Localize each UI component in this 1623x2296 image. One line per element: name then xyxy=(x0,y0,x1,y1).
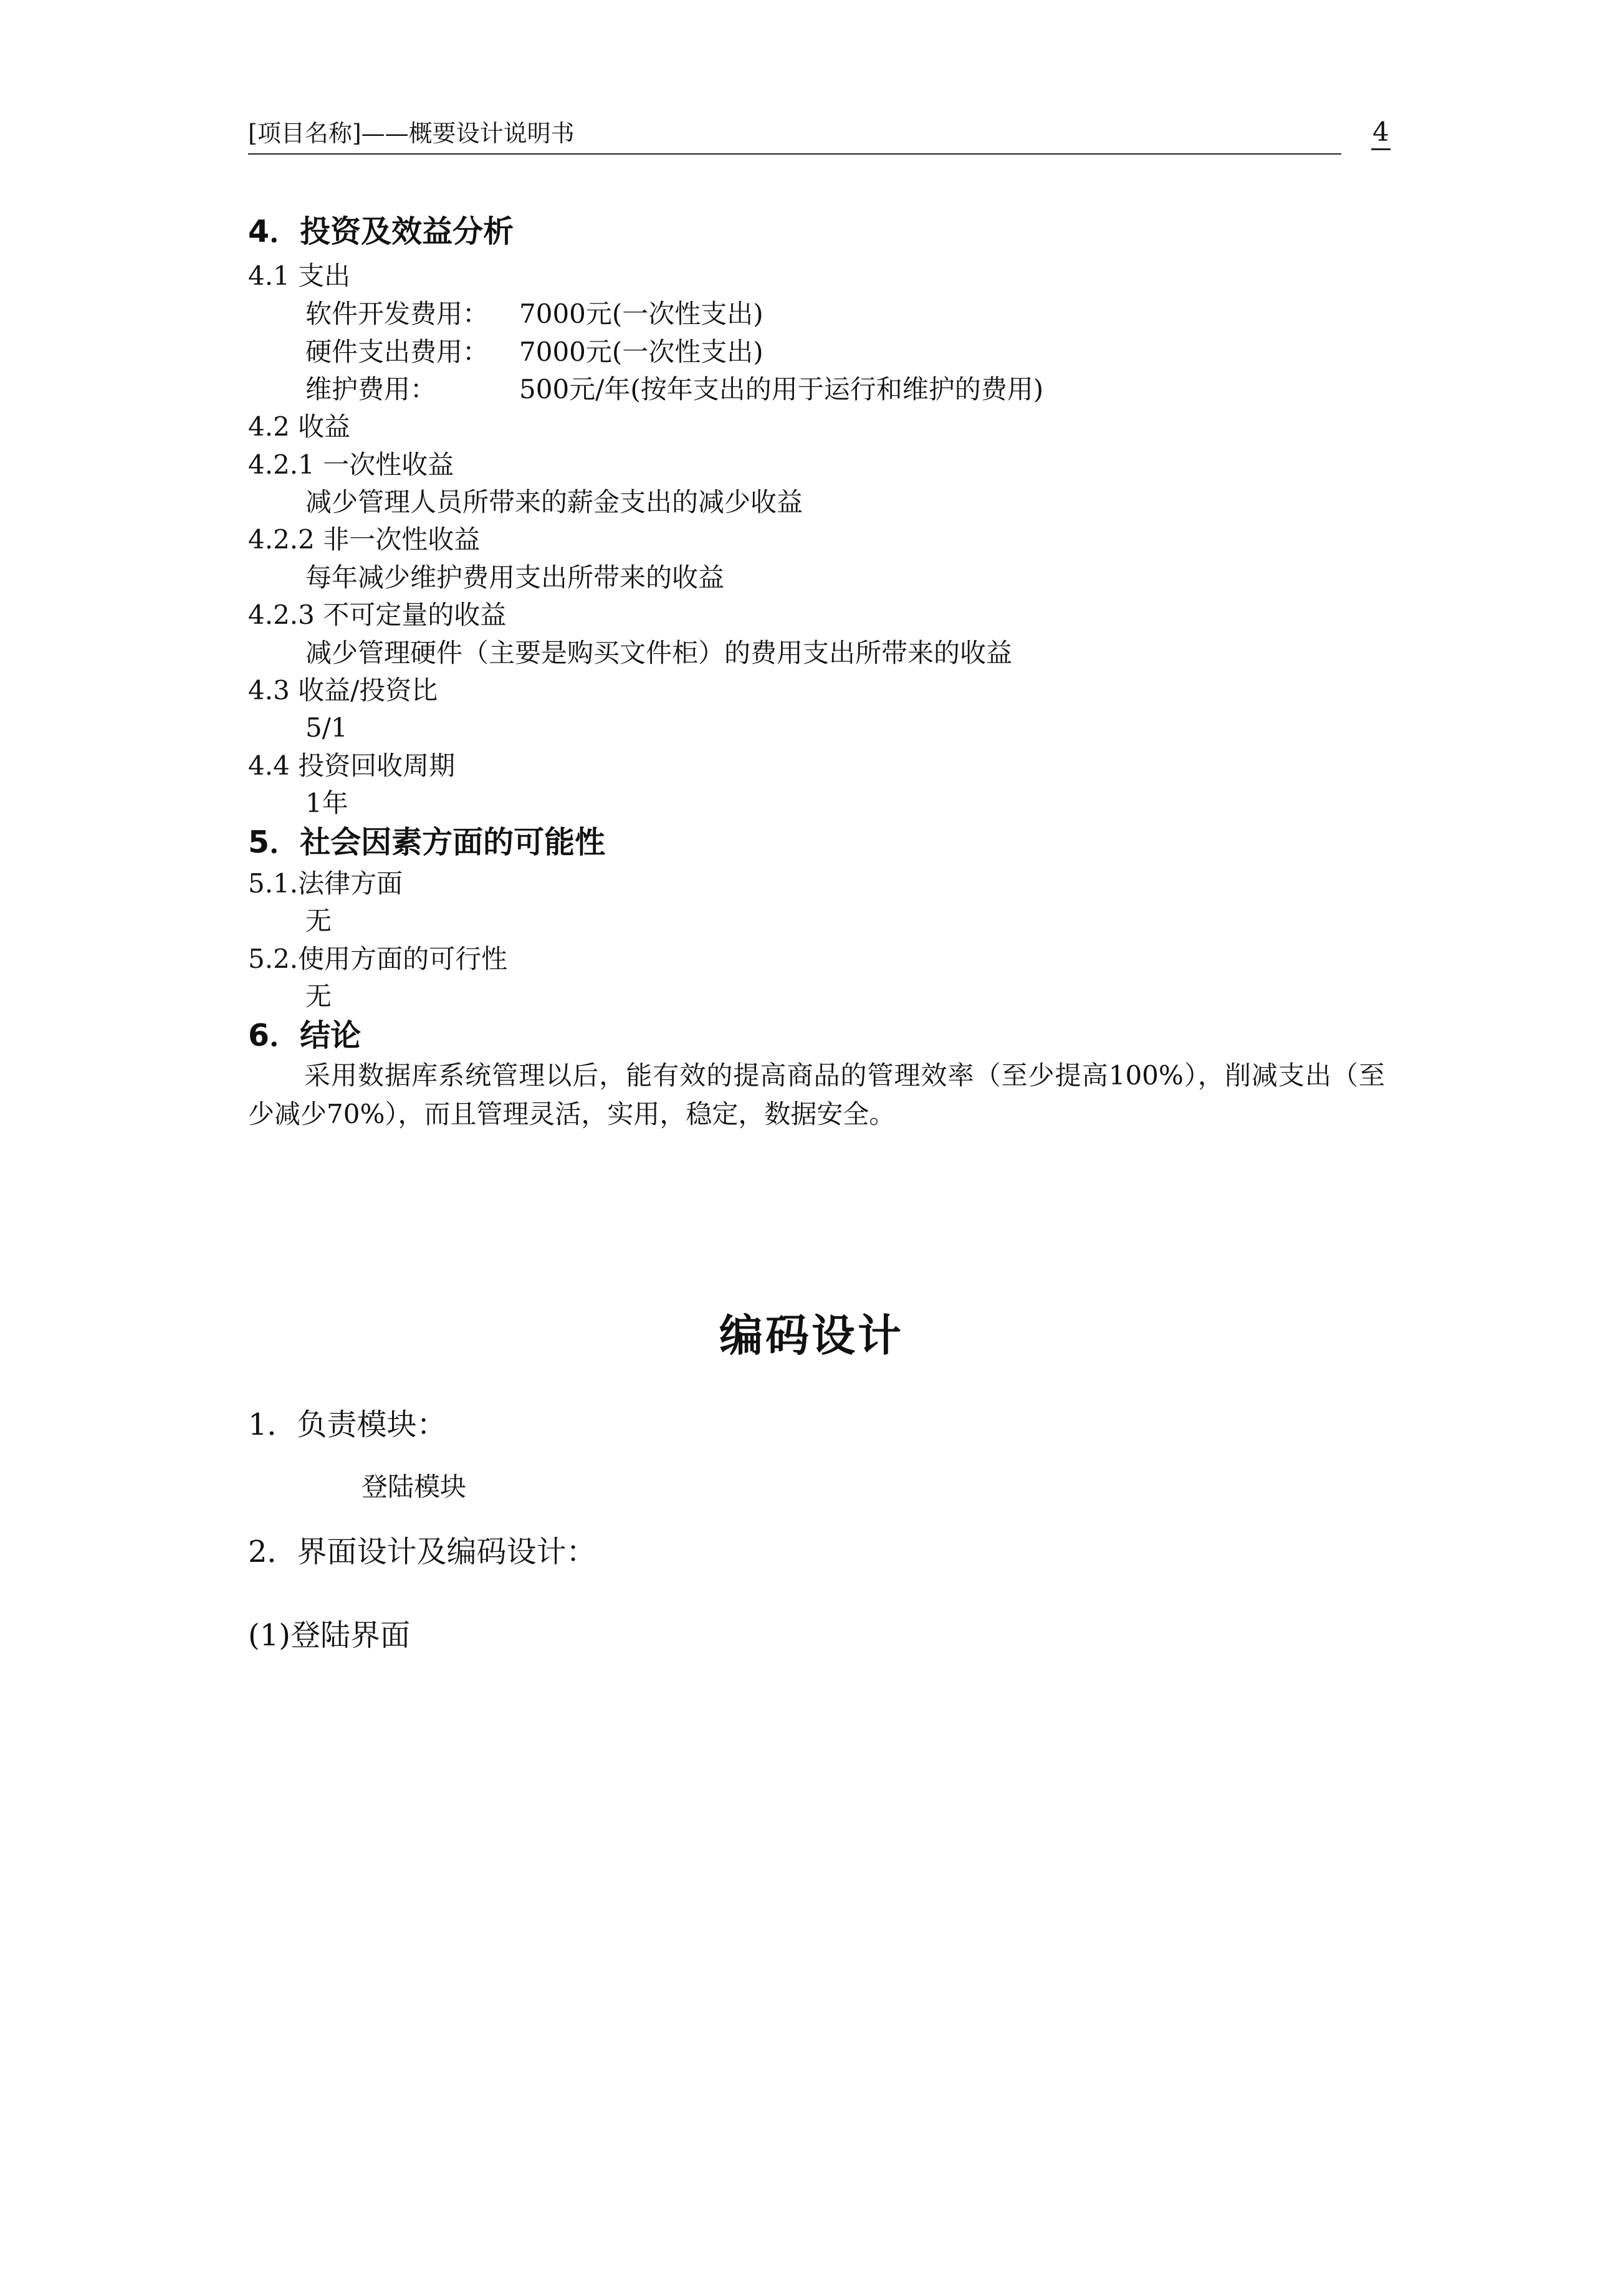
coding-design-title: 编码设计 xyxy=(719,1310,904,1361)
section-4-2-3-text: 减少管理硬件（主要是购买文件柜）的费用支出所带来的收益 xyxy=(305,638,1013,668)
expense-value: 500元/年(按年支出的用于运行和维护的费用) xyxy=(519,374,1044,404)
coding-item-1-heading: 1．负责模块： xyxy=(248,1407,447,1442)
expense-label: 软件开发费用： xyxy=(305,299,489,329)
expense-value: 7000元(一次性支出) xyxy=(519,337,764,367)
expense-label: 维护费用： xyxy=(305,374,437,404)
expense-value: 7000元(一次性支出) xyxy=(519,299,764,329)
conclusion-paragraph: 采用数据库系统管理以后，能有效的提高商品的管理效率（至少提高100%），削减支出（至少减少70%），而且管理灵活，实用，稳定，数据安全。 xyxy=(248,1060,1385,1129)
section-4-4-heading: 4.4 投资回收周期 xyxy=(248,750,456,781)
page-number: 4 xyxy=(1371,116,1391,150)
section-4-3-text: 5/1 xyxy=(305,712,348,743)
coding-item-1-text: 登陆模块 xyxy=(361,1471,467,1502)
section-5-1-text: 无 xyxy=(305,906,332,936)
section-4-3-heading: 4.3 收益/投资比 xyxy=(248,675,438,706)
section-4-4-text: 1年 xyxy=(305,788,348,818)
section-5-2-heading: 5.2.使用方面的可行性 xyxy=(248,944,508,974)
section-4-heading: 4．投资及效益分析 xyxy=(248,214,514,249)
section-4-2-2-heading: 4.2.2 非一次性收益 xyxy=(248,524,481,555)
page-header xyxy=(248,117,1341,155)
section-4-2-1-text: 减少管理人员所带来的薪金支出的减少收益 xyxy=(305,487,803,517)
section-5-1-heading: 5.1.法律方面 xyxy=(248,868,403,899)
section-4-2-3-heading: 4.2.3 不可定量的收益 xyxy=(248,600,507,630)
header-title: [项目名称]——概要设计说明书 xyxy=(248,120,575,147)
section-6-heading: 6．结论 xyxy=(248,1018,361,1053)
section-4-2-heading: 4.2 收益 xyxy=(248,411,351,442)
coding-item-2-heading: 2．界面设计及编码设计： xyxy=(248,1534,596,1569)
section-4-2-2-text: 每年减少维护费用支出所带来的收益 xyxy=(305,562,725,593)
expense-label: 硬件支出费用： xyxy=(305,337,489,367)
section-4-1-heading: 4.1 支出 xyxy=(248,261,351,291)
section-4-2-1-heading: 4.2.1 一次性收益 xyxy=(248,449,454,480)
section-5-heading: 5．社会因素方面的可能性 xyxy=(248,825,606,860)
coding-item-3-heading: (1)登陆界面 xyxy=(248,1618,410,1653)
section-5-2-text: 无 xyxy=(305,981,332,1012)
